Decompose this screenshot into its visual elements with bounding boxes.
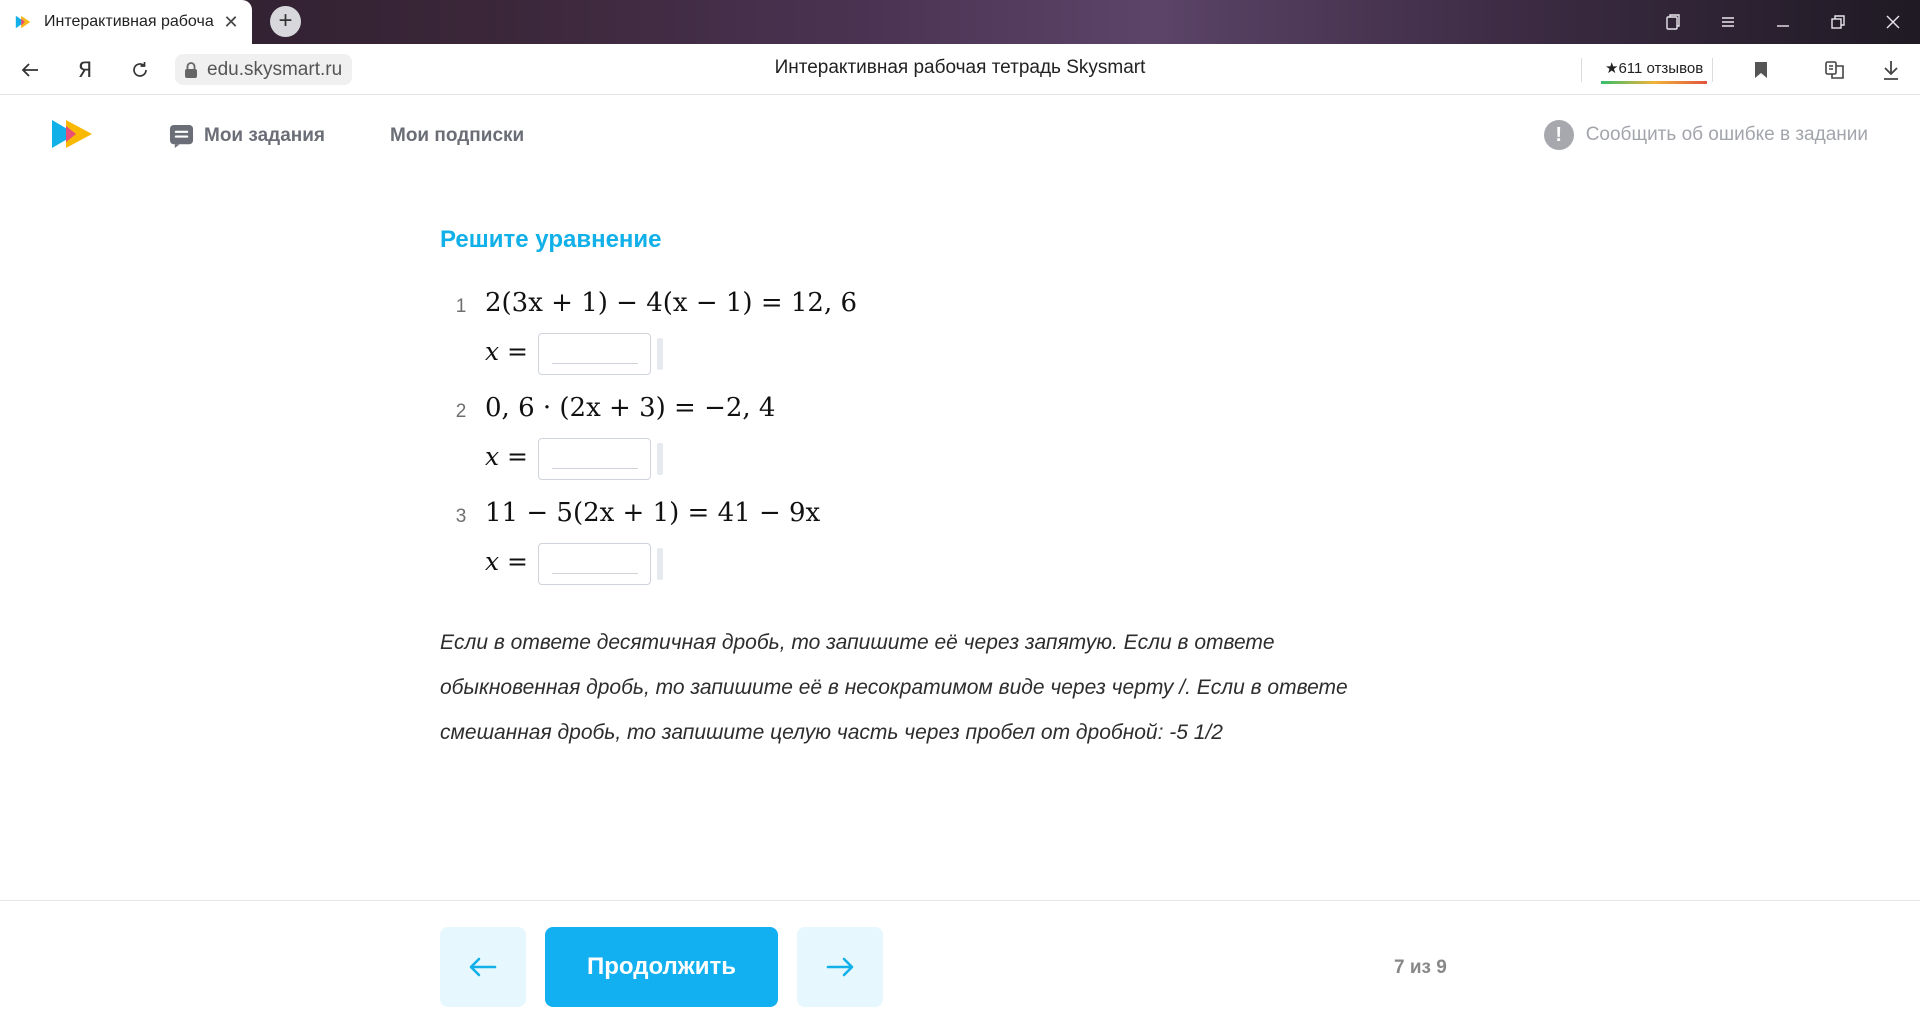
answer-input-3[interactable] [538, 543, 651, 585]
browser-tab-active[interactable] [0, 0, 252, 44]
equation-number: 3 [455, 506, 467, 527]
lock-icon [183, 61, 199, 79]
equation-text: 2(3x + 1) − 4(x − 1) = 12, 6 [485, 288, 858, 318]
exclamation-icon: ! [1544, 120, 1574, 150]
task-title: Решите уравнение [440, 226, 662, 253]
toolbar-separator [1712, 58, 1713, 82]
x-label: x = [485, 442, 528, 471]
equation-number: 1 [455, 296, 467, 317]
answer-side-bar [657, 338, 663, 370]
browser-tab-bar [0, 0, 1920, 44]
restore-icon[interactable] [1810, 0, 1865, 44]
prev-button[interactable] [440, 927, 526, 1007]
continue-button[interactable]: Продолжить [545, 927, 778, 1007]
nav-my-subscriptions[interactable] [390, 122, 524, 150]
yandex-icon[interactable]: Я [77, 58, 93, 82]
tabs-panel-icon[interactable] [1645, 0, 1700, 44]
equation-number: 2 [455, 401, 467, 422]
nav-my-subscriptions-label: Мои подписки [390, 125, 525, 146]
arrow-left-icon [468, 956, 498, 978]
menu-icon[interactable] [1700, 0, 1755, 44]
arrow-right-icon [825, 956, 855, 978]
close-window-icon[interactable] [1865, 0, 1920, 44]
x-label: x = [485, 547, 528, 576]
reload-icon[interactable] [127, 57, 153, 83]
new-tab-button[interactable]: + [270, 6, 301, 37]
toolbar-separator [1581, 58, 1582, 82]
answer-side-bar [657, 548, 663, 580]
skysmart-favicon-icon [14, 13, 32, 31]
address-bar [0, 44, 1920, 95]
bookmark-icon[interactable] [1748, 57, 1774, 83]
page-title: Интерактивная рабочая тетрадь Skysmart [774, 57, 1146, 78]
report-error-link[interactable] [1544, 118, 1868, 152]
nav-my-tasks-label: Мои задания [204, 125, 326, 146]
x-label: x = [485, 337, 528, 366]
footer-divider [0, 900, 1920, 901]
answer-side-bar [657, 443, 663, 475]
tab-close-icon[interactable]: ✕ [223, 11, 239, 32]
site-header [0, 96, 1920, 174]
next-button[interactable] [797, 927, 883, 1007]
tab-title: Интерактивная рабоча [44, 13, 214, 30]
download-icon[interactable] [1878, 57, 1904, 83]
url-text: edu.skysmart.ru [207, 58, 343, 80]
minimize-icon[interactable] [1755, 0, 1810, 44]
url-field[interactable] [175, 54, 352, 85]
progress-counter: 7 из 9 [1394, 957, 1447, 978]
answer-format-hint: Если в ответе десятичная дробь, то запишите её через запятую. Если в ответе обыкновенная дробь, то запишите её в несократимом виде через черту /. Если в ответе смешанная дробь, то запишите целую часть через пробел от дробной: -5 1/2 [440, 631, 1348, 744]
window-controls [1645, 0, 1920, 44]
back-icon[interactable] [17, 57, 43, 83]
tasks-icon [169, 124, 194, 149]
reader-translate-icon[interactable] [1822, 57, 1848, 83]
nav-my-tasks[interactable] [169, 122, 325, 150]
reviews-badge[interactable]: ★611 отзывов [1601, 54, 1707, 84]
equation-text: 0, 6 · (2x + 3) = −2, 4 [485, 393, 776, 423]
report-error-label: Сообщить об ошибке в задании [1585, 124, 1868, 145]
equation-text: 11 − 5(2x + 1) = 41 − 9x [485, 498, 821, 528]
skysmart-logo-icon[interactable] [52, 118, 94, 150]
answer-input-1[interactable] [538, 333, 651, 375]
answer-input-2[interactable] [538, 438, 651, 480]
